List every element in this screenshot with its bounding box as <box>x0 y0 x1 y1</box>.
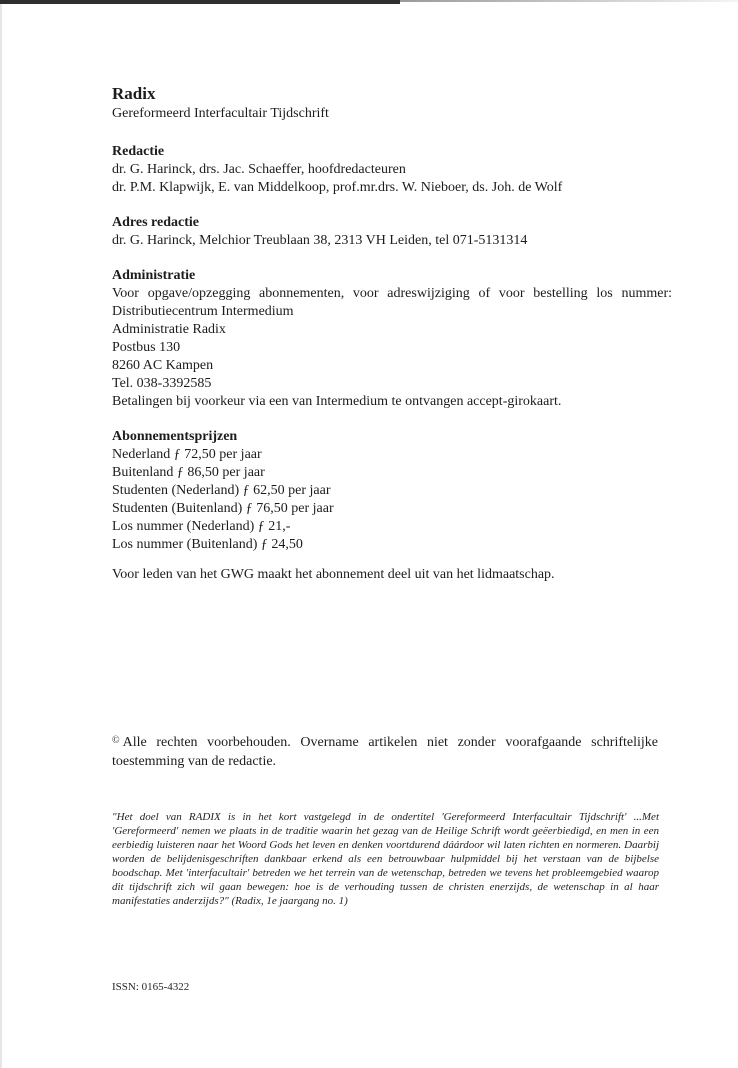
administration-line: 8260 AC Kampen <box>112 358 214 373</box>
journal-subtitle: Gereformeerd Interfacultair Tijdschrift <box>112 106 329 121</box>
editorial-address-heading: Adres redactie <box>112 215 199 230</box>
price-line: Nederland ƒ 72,50 per jaar <box>112 447 262 462</box>
journal-title: Radix <box>112 84 156 103</box>
page-edge <box>0 4 2 1068</box>
colophon <box>112 84 672 601</box>
membership-note: Voor leden van het GWG maakt het abonnement deel uit van het lidmaatschap. <box>112 567 555 582</box>
price-line: Los nummer (Buitenland) ƒ 24,50 <box>112 537 303 552</box>
copyright-icon: © <box>112 735 120 746</box>
administration-intro: Voor opgave/opzegging abonnementen, voor adreswijziging of voor bestelling los nummer: Distributiecentrum Intermedium <box>112 286 672 319</box>
price-line: Studenten (Nederland) ƒ 62,50 per jaar <box>112 483 331 498</box>
editorial-address-line: dr. G. Harinck, Melchior Treublaan 38, 2313 VH Leiden, tel 071-5131314 <box>112 233 528 248</box>
top-rule <box>0 0 400 4</box>
price-line: Studenten (Buitenland) ƒ 76,50 per jaar <box>112 501 334 516</box>
price-line: Los nummer (Nederland) ƒ 21,- <box>112 519 291 534</box>
issn-number: ISSN: 0165-4322 <box>112 981 190 993</box>
copyright-notice <box>112 731 658 771</box>
editorial-line: dr. G. Harinck, drs. Jac. Schaeffer, hoofdredacteuren <box>112 162 406 177</box>
editorial-line: dr. P.M. Klapwijk, E. van Middelkoop, prof.mr.drs. W. Nieboer, ds. Joh. de Wolf <box>112 180 563 195</box>
editorial-address-section <box>112 214 672 250</box>
mission-quote: "Het doel van RADIX is in het kort vastgelegd in de ondertitel 'Gereformeerd Interfacultair Tijdschrift' ...Met 'Gereformeerd' nemen we plaats in de traditie waarin het gezag van de Heilige Schrift wordt geëerbiedigd, en men in een eerbiedig luisteren naar het Woord Gods het leven en denken voortdurend dáárdoor wil laten richten en normeren. Daarbij worden de belijdenisgeschriften dankbaar erkend als een betrouwbaar hulpmiddel bij het verstaan van de bijbelse boodschap. Met 'interfacultair' betreden we het terrein van de wetenschap, betreden we tevens het probleemgebied waarop dit tijdschrift zich wil gaan bewegen: hoe is de verhouding tussen de christen enerzijds, de wetenschap in al haar manifestaties anderzijds?" (Radix, 1e jaargang no. 1) <box>112 811 659 907</box>
top-rule-fade <box>400 0 738 2</box>
administration-line: Administratie Radix <box>112 322 226 337</box>
administration-line: Tel. 038-3392585 <box>112 376 212 391</box>
copyright-text: Alle rechten voorbehouden. Overname artikelen niet zonder voorafgaande schriftelijke toestemming van de redactie. <box>112 735 658 769</box>
price-line: Buitenland ƒ 86,50 per jaar <box>112 465 265 480</box>
editorial-heading: Redactie <box>112 144 165 159</box>
editorial-section <box>112 143 672 197</box>
subscription-prices-heading: Abonnementsprijzen <box>112 429 238 444</box>
administration-line: Postbus 130 <box>112 340 181 355</box>
subscription-prices-section <box>112 428 672 584</box>
administration-section <box>112 267 672 411</box>
administration-heading: Administratie <box>112 268 196 283</box>
administration-line: Betalingen bij voorkeur via een van Intermedium te ontvangen accept-girokaart. <box>112 394 562 409</box>
